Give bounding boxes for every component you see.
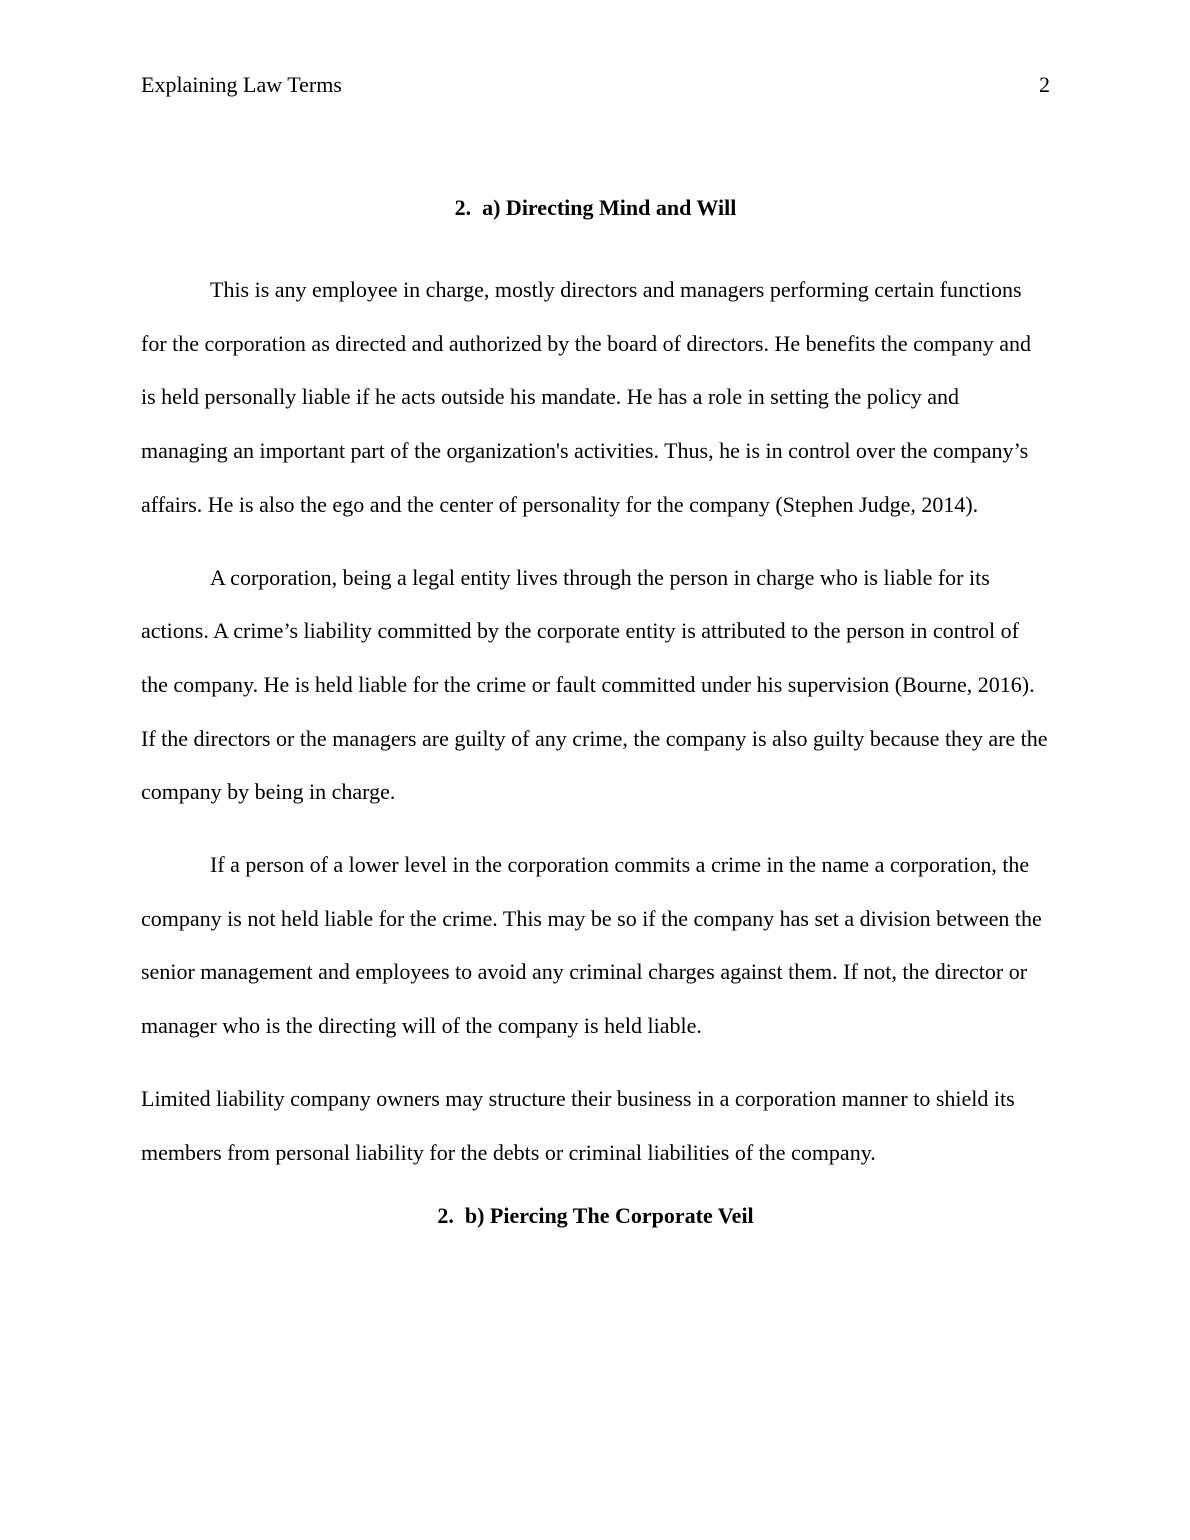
running-head-title: Explaining Law Terms (141, 72, 342, 97)
running-header (141, 70, 1050, 100)
section-heading-a: 2. a) Directing Mind and Will (454, 195, 737, 220)
page-number: 2 (1039, 72, 1050, 97)
section-heading-b: 2. b) Piercing The Corporate Veil (437, 1203, 754, 1229)
paragraph-2: A corporation, being a legal entity lives through the person in charge who is liable for its actions. A crime’s liability committed by the corporate entity is attributed to the person in control of the company. He is held liable for the crime or fault committed under his supervision (Bourne, 2016). If the directors or the managers are guilty of any crime, the company is also guilty because they are the company by being in charge. (141, 564, 1048, 805)
document-body (141, 190, 1050, 1234)
paragraph-1: This is any employee in charge, mostly directors and managers performing certain functions for the corporation as directed and authorized by the board of directors. He benefits the company and is held personally liable if he acts outside his mandate. He has a role in setting the policy and managing an important part of the organization's activities. Thus, he is in control over the company’s affairs. He is also the ego and the center of personality for the company (Stephen Judge, 2014). (141, 277, 1032, 517)
paragraph-3: If a person of a lower level in the corporation commits a crime in the name a corporation, the company is not held liable for the crime. This may be so if the company has set a division between the senior management and employees to avoid any criminal charges against them. If not, the director or manager who is the directing will of the company is held liable. (141, 852, 1042, 1039)
paragraph-4: Limited liability company owners may structure their business in a corporation manner to shield its members from personal liability for the debts or criminal liabilities of the company. (141, 1085, 1015, 1165)
